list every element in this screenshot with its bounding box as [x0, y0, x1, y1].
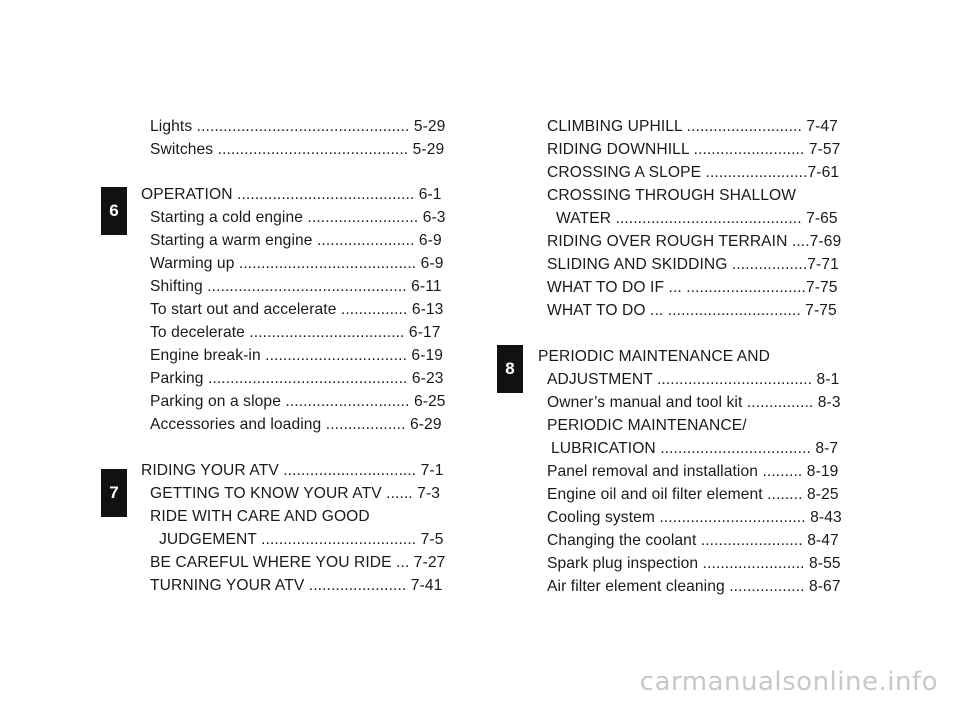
- toc-entry: Starting a warm engine ...................... 6-9: [150, 232, 442, 249]
- chapter-tab-6: 6: [101, 187, 127, 235]
- toc-entry: Changing the coolant ....................... 8-47: [547, 532, 839, 549]
- toc-entry: Owner’s manual and tool kit ............... 8-3: [547, 394, 841, 411]
- toc-entry: RIDE WITH CARE AND GOOD: [150, 508, 370, 525]
- toc-entry: WHAT TO DO ... .............................. 7-75: [547, 302, 837, 319]
- toc-entry: GETTING TO KNOW YOUR ATV ...... 7-3: [150, 485, 441, 502]
- toc-entry: Panel removal and installation ......... 8-19: [547, 463, 839, 480]
- toc-entry: Parking ............................................. 6-23: [150, 370, 444, 387]
- toc-entry: Engine break-in ................................ 6-19: [150, 347, 444, 364]
- toc-entry: RIDING OVER ROUGH TERRAIN ....7-69: [547, 233, 842, 250]
- toc-entry: RIDING DOWNHILL ......................... 7-57: [547, 141, 841, 158]
- toc-entry: WATER .......................................... 7-65: [556, 210, 838, 227]
- toc-entry: PERIODIC MAINTENANCE/: [547, 417, 747, 434]
- toc-entry: LUBRICATION .................................. 8-7: [551, 440, 839, 457]
- toc-entry: OPERATION ........................................ 6-1: [141, 186, 442, 203]
- toc-entry: Air filter element cleaning ................. 8-67: [547, 578, 841, 595]
- toc-entry: WHAT TO DO IF ... ...........................7-75: [547, 279, 838, 296]
- toc-entry: Lights ................................................ 5-29: [150, 118, 446, 135]
- toc-entry: JUDGEMENT ................................... 7-5: [159, 531, 444, 548]
- toc-entry: CLIMBING UPHILL .......................... 7-47: [547, 118, 838, 135]
- toc-entry: To start out and accelerate ............... 6-13: [150, 301, 444, 318]
- chapter-tab-8: 8: [497, 345, 523, 393]
- toc-entry: RIDING YOUR ATV .............................. 7-1: [141, 462, 444, 479]
- toc-entry: Cooling system ................................. 8-43: [547, 509, 842, 526]
- toc-entry: PERIODIC MAINTENANCE AND: [538, 348, 771, 365]
- toc-entry: ADJUSTMENT ................................... 8-1: [547, 371, 840, 388]
- toc-entry: Accessories and loading .................. 6-29: [150, 416, 442, 433]
- toc-entry: Switches ........................................... 5-29: [150, 141, 445, 158]
- toc-entry: Shifting ............................................. 6-11: [150, 278, 442, 295]
- watermark: carmanualsonline.info: [639, 667, 938, 697]
- toc-entry: TURNING YOUR ATV ...................... 7-41: [150, 577, 443, 594]
- toc-entry: Spark plug inspection ....................... 8-55: [547, 555, 841, 572]
- toc-entry: Starting a cold engine ......................... 6-3: [150, 209, 446, 226]
- toc-entry: To decelerate ................................... 6-17: [150, 324, 441, 341]
- toc-entry: Engine oil and oil filter element ........ 8-25: [547, 486, 839, 503]
- chapter-tab-7: 7: [101, 469, 127, 517]
- toc-entry: Parking on a slope ............................ 6-25: [150, 393, 446, 410]
- toc-entry: CROSSING THROUGH SHALLOW: [547, 187, 797, 204]
- toc-entry: Warming up ........................................ 6-9: [150, 255, 444, 272]
- toc-entry: SLIDING AND SKIDDING .................7-71: [547, 256, 839, 273]
- toc-entry: BE CAREFUL WHERE YOU RIDE ... 7-27: [150, 554, 446, 571]
- toc-entry: CROSSING A SLOPE .......................7-61: [547, 164, 840, 181]
